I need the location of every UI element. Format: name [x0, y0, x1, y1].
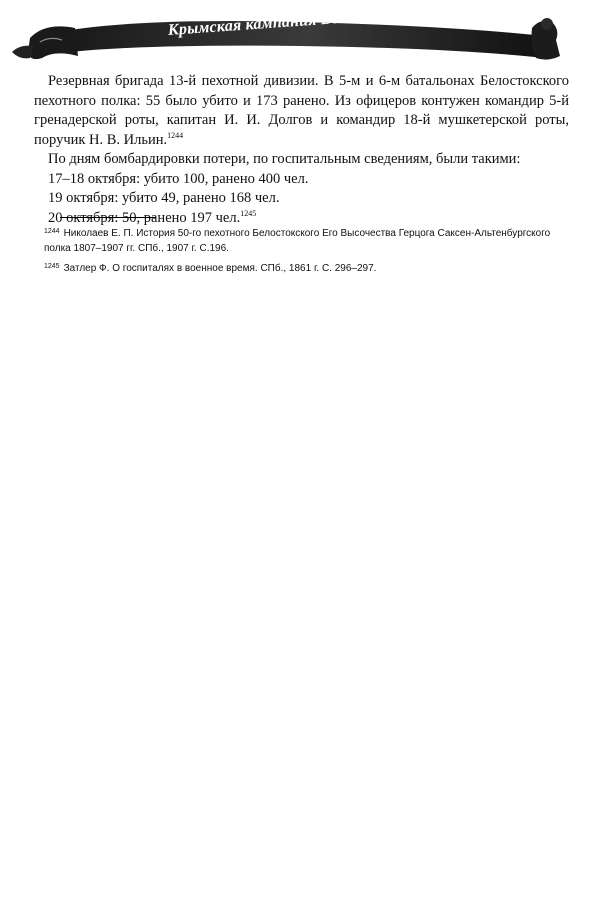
footnote-mark: 1244 — [44, 228, 60, 235]
footnote-text: Николаев Е. П. История 50-го пехотного Белостокского Его Высочества Герцога Саксен-Альтенбургского полка 1807–1907 гг. СПб., 1907 г. С.196. — [44, 228, 551, 254]
paragraph-2: По дням бомбардировки потери, по госпитальным сведениям, были такими: — [48, 151, 521, 167]
main-text — [34, 72, 569, 228]
loss-line-2-text: 19 октября: убито 49, ранено 168 чел. — [48, 190, 280, 206]
footnote-ref-1245[interactable]: 1245 — [240, 208, 257, 218]
paragraph-1 — [34, 72, 569, 150]
footnote-1245 — [44, 259, 564, 276]
footnotes — [44, 224, 564, 279]
footnote-1244 — [44, 224, 564, 256]
paragraph-1-text: Резервная бригада 13-й пехотной дивизии. В 5-м и 6-м батальонах Белостокского пехотного полка: 55 было убито и 173 ранено. Из офицеров контужен командир 5-й гренадерской роты, капитан И. И. Долгов и командир 18-й мушкетерской роты, поручик Н. В. Ильин. — [34, 73, 569, 148]
loss-line-1 — [34, 170, 569, 190]
footnote-mark: 1245 — [44, 263, 60, 270]
loss-line-2 — [34, 189, 569, 209]
page-header — [0, 0, 600, 75]
footnote-text: Затлер Ф. О госпиталях в военное время. СПб., 1861 г. С. 296–297. — [63, 263, 377, 274]
footnote-divider — [60, 217, 156, 218]
loss-line-1-text: 17–18 октября: убито 100, ранено 400 чел. — [48, 170, 309, 187]
loss-line-3-text: 20 октября: 50, ранено 197 чел. — [48, 209, 241, 226]
header-banner-ornament — [0, 0, 600, 75]
running-title: Крымская кампания Восточной войны — [167, 2, 452, 39]
footnote-ref-1244[interactable]: 1244 — [167, 130, 184, 140]
